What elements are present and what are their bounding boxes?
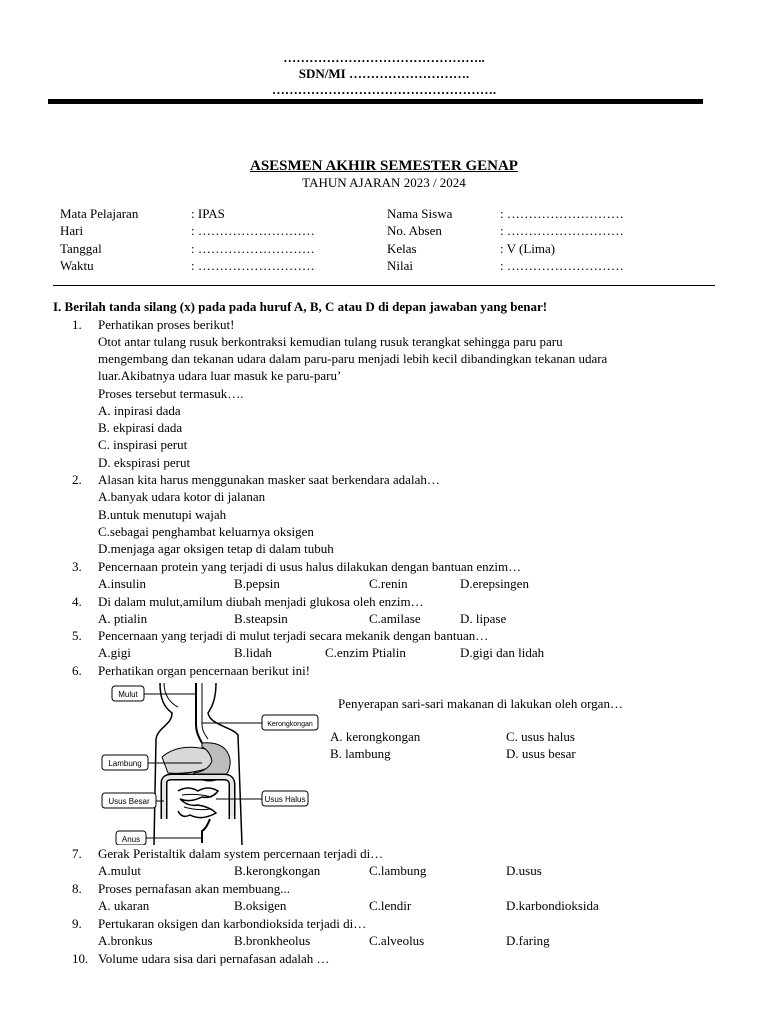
answer-option[interactable]: C.renin [369, 576, 408, 591]
question-text: Alasan kita harus menggunakan masker saat berkendara adalah… [98, 472, 440, 487]
question-text: Perhatikan organ pencernaan berikut ini! [98, 663, 311, 678]
answer-option[interactable]: B. ekpirasi dada [98, 420, 183, 435]
question-number: 8. [72, 881, 82, 896]
question-text: Proses tersebut termasuk…. [98, 386, 244, 401]
info-divider [53, 285, 715, 286]
info-label-date: Tanggal [60, 241, 102, 256]
answer-option[interactable]: B.kerongkongan [234, 863, 321, 878]
answer-option[interactable]: A. ptialin [98, 611, 148, 626]
info-label-day: Hari [60, 223, 84, 238]
question-text: mengembang dan tekanan udara dalam paru-paru menjadi lebih kecil dibandingkan tekanan udara [98, 351, 608, 366]
info-value-date: : ……………………… [191, 241, 315, 256]
question-number: 1. [72, 317, 82, 332]
answer-option[interactable]: D.usus [506, 863, 542, 878]
question-text: Pertukaran oksigen dan karbondioksida terjadi di… [98, 916, 367, 931]
answer-option[interactable]: D.karbondioksida [506, 898, 599, 913]
answer-option[interactable]: D.faring [506, 933, 550, 948]
info-label-time: Waktu [60, 258, 94, 273]
answer-option[interactable]: C. inspirasi perut [98, 437, 188, 452]
question-number: 10. [72, 951, 89, 966]
info-value-class: : V (Lima) [500, 241, 556, 256]
digestive-system-diagram [98, 681, 320, 845]
answer-option[interactable]: A. inpirasi dada [98, 403, 181, 418]
info-label-absen: No. Absen [387, 223, 442, 238]
answer-option[interactable]: A.gigi [98, 645, 131, 660]
answer-option[interactable]: D.erepsingen [460, 576, 529, 591]
answer-option[interactable]: D. ekspirasi perut [98, 455, 191, 470]
question-text: Gerak Peristaltik dalam system percernaan terjadi di… [98, 846, 384, 861]
diagram-label-anus: Anus [121, 835, 141, 844]
answer-option[interactable]: A. ukaran [98, 898, 150, 913]
answer-option[interactable]: C. usus halus [506, 729, 575, 744]
answer-option[interactable]: B. lambung [330, 746, 391, 761]
answer-option[interactable]: B.lidah [234, 645, 272, 660]
question-number: 3. [72, 559, 82, 574]
answer-option[interactable]: D.menjaga agar oksigen tetap di dalam tubuh [98, 541, 334, 556]
question-number: 7. [72, 846, 82, 861]
answer-option[interactable]: C.sebagai penghambat keluarnya oksigen [98, 524, 314, 539]
question-number: 2. [72, 472, 82, 487]
academic-year: TAHUN AJARAN 2023 / 2024 [302, 175, 466, 190]
question-text: Volume udara sisa dari pernafasan adalah … [98, 951, 330, 966]
answer-option[interactable]: C.enzim Ptialin [325, 645, 406, 660]
info-value-score: : ……………………… [500, 258, 624, 273]
small-intestine-shape [178, 788, 218, 818]
answer-option[interactable]: A.bronkus [98, 933, 153, 948]
answer-option[interactable]: B.pepsin [234, 576, 280, 591]
rectum-shape [202, 819, 210, 843]
header-divider [48, 99, 703, 104]
answer-option[interactable]: A. kerongkongan [330, 729, 421, 744]
section-instruction: I. Berilah tanda silang (x) pada pada huruf A, B, C atau D di depan jawaban yang benar! [53, 299, 548, 314]
question-text: Penyerapan sari-sari makanan di lakukan oleh organ… [338, 696, 623, 711]
diagram-label-stomach: Lambung [108, 759, 142, 768]
question-text: Pencernaan yang terjadi di mulut terjadi secara mekanik dengan bantuan… [98, 628, 489, 643]
info-label-subject: Mata Pelajaran [60, 206, 139, 221]
question-text: Perhatikan proses berikut! [98, 317, 235, 332]
answer-option[interactable]: D. usus besar [506, 746, 576, 761]
answer-option[interactable]: B.untuk menutupi wajah [98, 507, 227, 522]
info-value-absen: : ……………………… [500, 223, 624, 238]
exam-title: ASESMEN AKHIR SEMESTER GENAP [250, 158, 518, 174]
diagram-label-large-intestine: Usus Besar [108, 797, 150, 806]
question-text: Proses pernafasan akan membuang... [98, 881, 291, 896]
info-value-name: : ……………………… [500, 206, 624, 221]
answer-option[interactable]: B.bronkheolus [234, 933, 311, 948]
diagram-label-esophagus: Kerongkongan [267, 721, 313, 728]
answer-option[interactable]: C.alveolus [369, 933, 425, 948]
question-number: 6. [72, 663, 82, 678]
answer-option[interactable]: B.oksigen [234, 898, 287, 913]
answer-option[interactable]: A.banyak udara kotor di jalanan [98, 489, 266, 504]
info-value-subject: : IPAS [191, 206, 225, 221]
info-value-day: : ……………………… [191, 223, 315, 238]
info-value-time: : ……………………… [191, 258, 315, 273]
answer-option[interactable]: C.amilase [369, 611, 421, 626]
esophagus-shape [196, 683, 202, 743]
answer-option[interactable]: A.mulut [98, 863, 141, 878]
info-label-score: Nilai [387, 258, 413, 273]
header-address-line: ……………………………………………. [271, 82, 497, 97]
answer-option[interactable]: D.gigi dan lidah [460, 645, 545, 660]
diagram-label-mouth: Mulut [118, 690, 138, 699]
question-number: 5. [72, 628, 82, 643]
diagram-label-small-intestine: Usus Halus [264, 795, 306, 804]
answer-option[interactable]: A.insulin [98, 576, 147, 591]
answer-option[interactable]: C.lambung [369, 863, 427, 878]
question-text: Otot antar tulang rusuk berkontraksi kemudian tulang rusuk terangkat sehingga paru paru [98, 334, 563, 349]
answer-option[interactable]: D. lipase [460, 611, 507, 626]
question-text: Di dalam mulut,amilum diubah menjadi glukosa oleh enzim… [98, 594, 424, 609]
answer-option[interactable]: C.lendir [369, 898, 412, 913]
question-text: luar.Akibatnya udara luar masuk ke paru-paru’ [98, 368, 342, 383]
header-school-label: SDN/MI ………………………. [298, 66, 470, 81]
info-label-class: Kelas [387, 241, 417, 256]
question-text: Pencernaan protein yang terjadi di usus halus dilakukan dengan bantuan enzim… [98, 559, 522, 574]
answer-option[interactable]: B.steapsin [234, 611, 288, 626]
question-number: 9. [72, 916, 82, 931]
info-label-name: Nama Siswa [387, 206, 453, 221]
header-school-name-line: ……………………………………….. [283, 50, 485, 65]
question-number: 4. [72, 594, 82, 609]
